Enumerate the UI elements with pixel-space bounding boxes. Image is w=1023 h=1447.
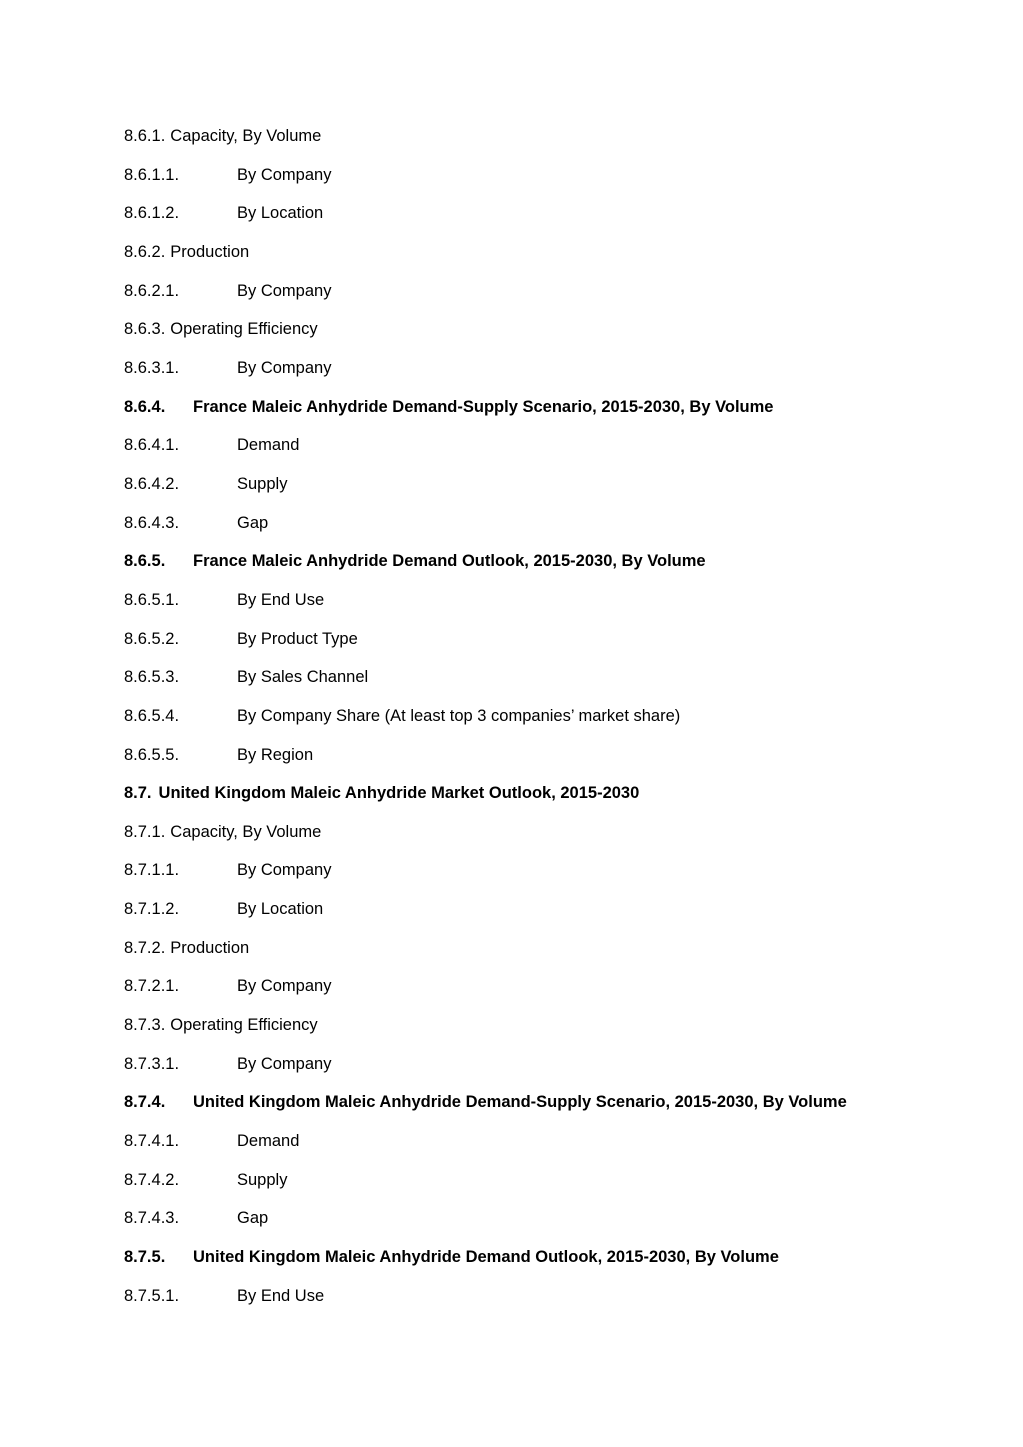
toc-entry-number: 8.7.5. — [124, 1248, 166, 1267]
toc-entry — [124, 588, 964, 627]
toc-entry — [124, 201, 964, 240]
toc-entry — [124, 1052, 964, 1091]
table-of-contents — [124, 124, 964, 1322]
toc-entry-title: Operating Efficiency — [170, 320, 318, 339]
toc-entry — [124, 974, 964, 1013]
toc-entry — [124, 897, 964, 936]
toc-entry-title: By End Use — [237, 1286, 325, 1305]
toc-entry-number: 8.7.4.2. — [124, 1170, 180, 1189]
toc-entry — [124, 240, 964, 279]
toc-entry-number: 8.6.2.1. — [124, 281, 180, 300]
toc-entry — [124, 1129, 964, 1168]
toc-entry — [124, 279, 964, 318]
toc-entry-title: Supply — [237, 474, 288, 493]
toc-entry-title: Production — [170, 242, 250, 261]
toc-entry-title: By Company — [237, 977, 332, 996]
toc-entry-number: 8.7.2.1. — [124, 977, 180, 996]
toc-entry — [124, 1013, 964, 1052]
toc-entry-title: United Kingdom Maleic Anhydride Demand Outlook, 2015-2030, By Volume — [193, 1248, 779, 1267]
toc-entry-number: 8.6.5. — [124, 552, 166, 571]
toc-entry — [124, 317, 964, 356]
toc-entry-number: 8.7.3. — [124, 1016, 166, 1035]
toc-entry-number: 8.6.5.2. — [124, 629, 180, 648]
toc-entry-number: 8.7.4.1. — [124, 1132, 180, 1151]
toc-entry-number: 8.7.5.1. — [124, 1286, 180, 1305]
toc-entry-number: 8.6.1.2. — [124, 204, 180, 223]
toc-entry-title: By Region — [237, 745, 314, 764]
toc-entry-number: 8.6.3.1. — [124, 358, 180, 377]
toc-entry-title: Operating Efficiency — [170, 1016, 318, 1035]
toc-entry — [124, 511, 964, 550]
toc-entry-number: 8.7.1.1. — [124, 861, 180, 880]
toc-entry-title: Gap — [237, 1209, 269, 1228]
toc-entry-title: Demand — [237, 1132, 300, 1151]
toc-entry-number: 8.7.2. — [124, 938, 166, 957]
toc-entry-title: Supply — [237, 1170, 288, 1189]
toc-entry-title: Capacity, By Volume — [170, 822, 322, 841]
toc-heading — [124, 395, 964, 434]
toc-entry-title: By Sales Channel — [237, 668, 369, 687]
toc-entry-number: 8.7.3.1. — [124, 1054, 180, 1073]
toc-entry — [124, 472, 964, 511]
toc-entry-title: Demand — [237, 436, 300, 455]
toc-entry — [124, 665, 964, 704]
toc-entry-title: By End Use — [237, 590, 325, 609]
toc-entry-number: 8.6.1. — [124, 127, 166, 145]
toc-entry — [124, 124, 964, 163]
toc-entry-title: Production — [170, 938, 250, 957]
toc-entry-number: 8.7.4. — [124, 1093, 166, 1112]
toc-entry-number: 8.6.5.5. — [124, 745, 180, 764]
toc-entry-number: 8.6.3. — [124, 320, 166, 339]
toc-entry-title: By Company — [237, 281, 332, 300]
toc-entry-title: By Location — [237, 900, 324, 919]
toc-entry — [124, 1206, 964, 1245]
toc-entry-number: 8.6.4.3. — [124, 513, 180, 532]
toc-entry — [124, 1168, 964, 1207]
toc-entry-title: By Company — [237, 165, 332, 184]
toc-entry-title: By Company — [237, 1054, 332, 1073]
toc-entry-number: 8.6.5.3. — [124, 668, 180, 687]
toc-entry-title: France Maleic Anhydride Demand-Supply Scenario, 2015-2030, By Volume — [193, 397, 774, 416]
toc-entry-title: Gap — [237, 513, 269, 532]
toc-entry-number: 8.6.4.1. — [124, 436, 180, 455]
toc-heading — [124, 781, 964, 820]
toc-entry-number: 8.7. — [124, 784, 152, 803]
toc-entry-number: 8.7.1.2. — [124, 900, 180, 919]
toc-entry — [124, 743, 964, 782]
toc-entry — [124, 820, 964, 859]
toc-entry-number: 8.6.4. — [124, 397, 166, 416]
toc-entry-number: 8.6.4.2. — [124, 474, 180, 493]
toc-entry-number: 8.6.2. — [124, 242, 166, 261]
toc-entry-number: 8.6.5.1. — [124, 590, 180, 609]
toc-heading — [124, 549, 964, 588]
toc-heading — [124, 1245, 964, 1284]
toc-entry-title: France Maleic Anhydride Demand Outlook, 2015-2030, By Volume — [193, 552, 706, 571]
toc-entry — [124, 356, 964, 395]
toc-entry-title: United Kingdom Maleic Anhydride Market Outlook, 2015-2030 — [158, 784, 640, 803]
toc-entry — [124, 858, 964, 897]
toc-entry-number: 8.7.1. — [124, 822, 166, 841]
toc-heading — [124, 1090, 964, 1129]
toc-entry-title: By Company Share (At least top 3 companies’ market share) — [237, 706, 681, 725]
toc-entry-title: Capacity, By Volume — [170, 127, 322, 145]
toc-entry-number: 8.7.4.3. — [124, 1209, 180, 1228]
toc-entry — [124, 433, 964, 472]
toc-entry — [124, 627, 964, 666]
toc-entry — [124, 704, 964, 743]
toc-entry-title: By Company — [237, 358, 332, 377]
toc-entry — [124, 1284, 964, 1323]
toc-entry-number: 8.6.5.4. — [124, 706, 180, 725]
toc-entry-title: By Location — [237, 204, 324, 223]
toc-entry — [124, 163, 964, 202]
toc-entry-title: By Company — [237, 861, 332, 880]
toc-entry — [124, 936, 964, 975]
toc-entry-title: By Product Type — [237, 629, 358, 648]
toc-entry-number: 8.6.1.1. — [124, 165, 180, 184]
toc-entry-title: United Kingdom Maleic Anhydride Demand-Supply Scenario, 2015-2030, By Volume — [193, 1093, 847, 1112]
